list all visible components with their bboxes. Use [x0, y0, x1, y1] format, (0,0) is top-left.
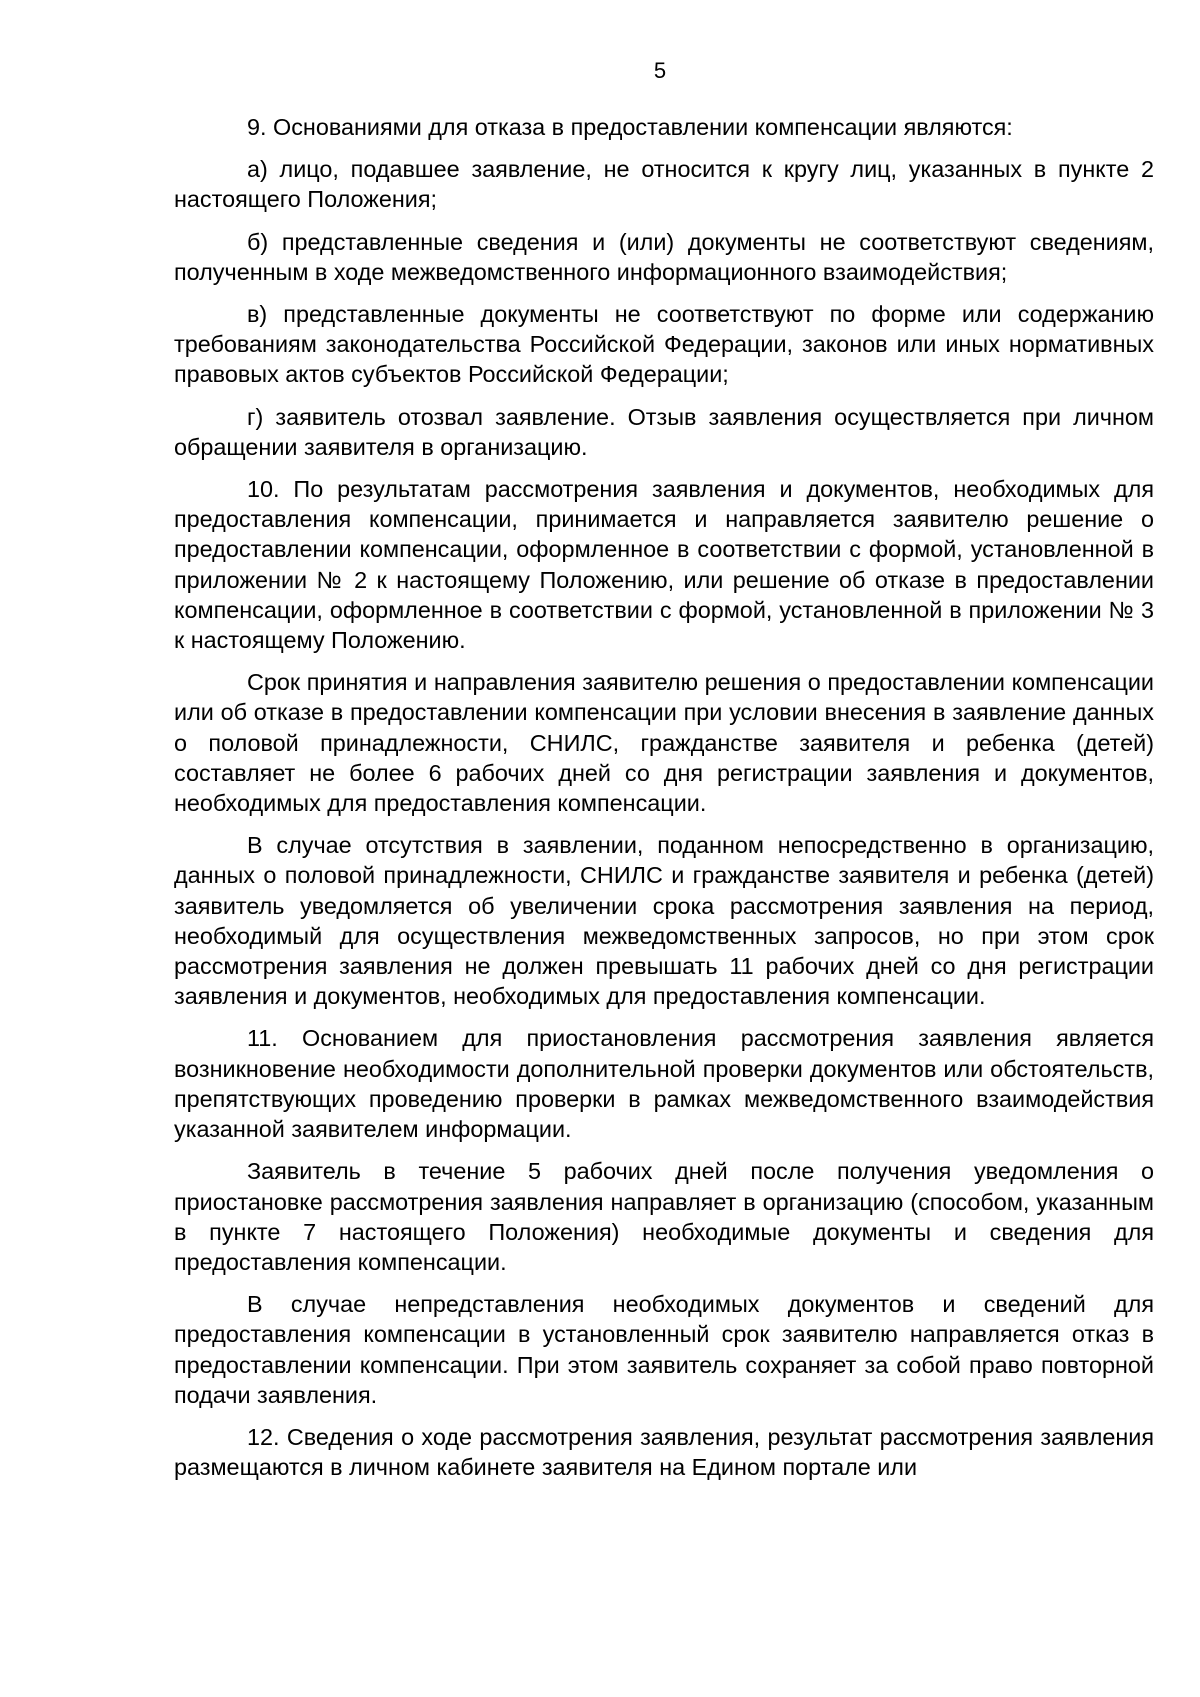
paragraph-10: 10. По результатам рассмотрения заявления и документов, необходимых для предоставления компенсации, принимается и направляется заявителю решение о предоставлении компенсации, оформленное в соответствии с формой, установленной в приложении № 2 к настоящему Положению, или решение об отказе в предоставлении компенсации, оформленное в соответствии с формой, установленной в приложении № 3 к настоящему Положению. [174, 476, 1154, 654]
paragraph-9-g: г) заявитель отозвал заявление. Отзыв заявления осуществляется при личном обращении заявителя в организацию. [174, 403, 1154, 460]
paragraph-9-v: в) представленные документы не соответствуют по форме или содержанию требованиям законодательства Российской Федерации, законов или иных нормативных правовых актов субъектов Российской Федерации; [174, 301, 1154, 388]
paragraph-11: 11. Основанием для приостановления рассмотрения заявления является возникновение необходимости дополнительной проверки документов или обстоятельств, препятствующих проведению проверки в рамках межведомственного взаимодействия указанной заявителем информации. [174, 1025, 1154, 1143]
paragraph-10-missing-data: В случае отсутствия в заявлении, поданном непосредственно в организацию, данных о половой принадлежности, СНИЛС и гражданстве заявителя и ребенка (детей) заявитель уведомляется об увеличении срока рассмотрения заявления на период, необходимый для осуществления межведомственных запросов, но при этом срок рассмотрения заявления не должен превышать 11 рабочих дней со дня регистрации заявления и документов, необходимых для предоставления компенсации. [174, 832, 1154, 1010]
paragraph-11-applicant-docs: Заявитель в течение 5 рабочих дней после получения уведомления о приостановке рассмотрения заявления направляет в организацию (способом, указанным в пункте 7 настоящего Положения) необходимые документы и сведения для предоставления компенсации. [174, 1158, 1154, 1275]
paragraph-9-intro: 9. Основаниями для отказа в предоставлении компенсации являются: [247, 114, 1013, 140]
document-body [174, 112, 1154, 1494]
paragraph-9-b: б) представленные сведения и (или) документы не соответствуют сведениям, полученным в ходе межведомственного информационного взаимодействия; [174, 228, 1154, 285]
paragraph-10-deadline: Срок принятия и направления заявителю решения о предоставлении компенсации или об отказе в предоставлении компенсации при условии внесения в заявление данных о половой принадлежности, СНИЛС, гражданстве заявителя и ребенка (детей) составляет не более 6 рабочих дней со дня регистрации заявления и документов, необходимых для предоставления компенсации. [174, 669, 1154, 817]
page-number: 5 [653, 58, 667, 83]
paragraph-9-a: а) лицо, подавшее заявление, не относится к кругу лиц, указанных в пункте 2 настоящего Положения; [174, 156, 1154, 213]
paragraph-11-refusal: В случае непредставления необходимых документов и сведений для предоставления компенсации в установленный срок заявителю направляется отказ в предоставлении компенсации. При этом заявитель сохраняет за собой право повторной подачи заявления. [174, 1291, 1154, 1408]
paragraph-12: 12. Сведения о ходе рассмотрения заявления, результат рассмотрения заявления размещаются в личном кабинете заявителя на Едином портале или [174, 1423, 1154, 1481]
